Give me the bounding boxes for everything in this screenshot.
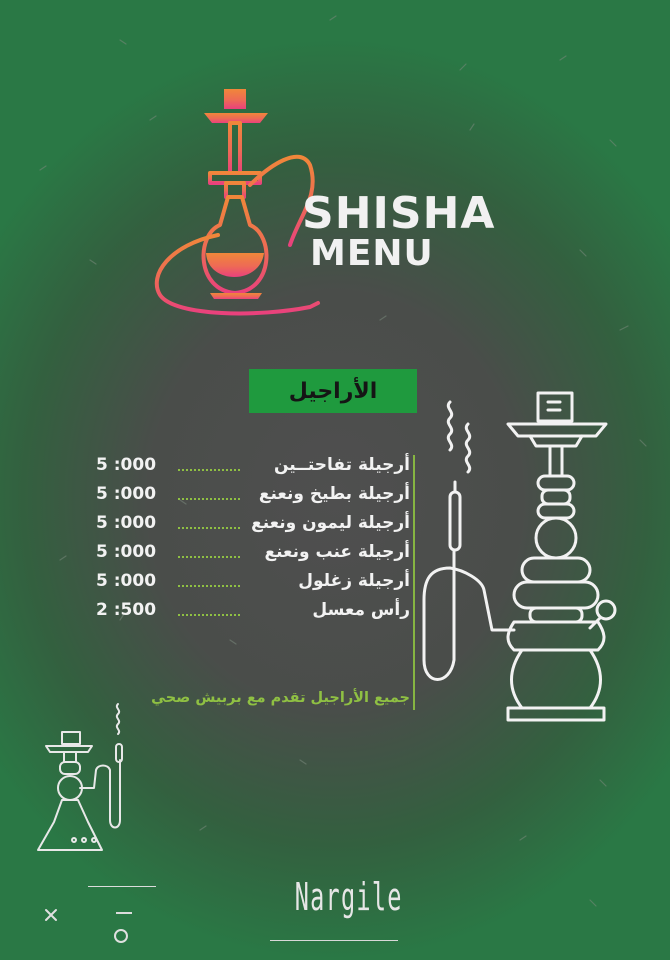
item-name: أرجيلة زغلول <box>298 571 410 591</box>
item-name: أرجيلة تفاحتــين <box>273 455 410 475</box>
item-price: 5 :000 <box>96 571 157 591</box>
item-price: 2 :500 <box>96 600 157 620</box>
menu-divider-line <box>413 455 415 710</box>
hookah-line-icon <box>420 390 625 740</box>
title-menu: MENU <box>310 233 434 274</box>
item-price: 5 :000 <box>96 513 157 533</box>
item-name: رأس معسل <box>312 600 410 620</box>
item-price: 5 :000 <box>96 542 157 562</box>
item-price: 5 :000 <box>96 455 157 475</box>
menu-item <box>80 600 410 628</box>
small-hookah-icon <box>34 700 134 860</box>
menu-item <box>80 455 410 483</box>
dot-leader <box>178 488 240 500</box>
close-icon <box>44 908 58 922</box>
item-name: أرجيلة بطيخ ونعنع <box>258 484 410 504</box>
title-shisha: SHISHA <box>302 188 496 239</box>
item-price: 5 :000 <box>96 484 157 504</box>
menu-item <box>80 542 410 570</box>
brand-name: Nargile <box>294 875 403 919</box>
section-title: الأراجيل <box>249 369 417 413</box>
bottom-line <box>88 886 156 887</box>
dot-leader <box>178 546 240 558</box>
menu-item <box>80 513 410 541</box>
item-name: أرجيلة عنب ونعنع <box>264 542 410 562</box>
dot-leader <box>178 604 240 616</box>
circle-icon <box>113 928 129 944</box>
brand-underline <box>270 940 398 941</box>
dot-leader <box>178 459 240 471</box>
item-name: أرجيلة ليمون ونعنع <box>251 513 410 533</box>
menu-item <box>80 571 410 599</box>
menu-item <box>80 484 410 512</box>
bottom-dash <box>116 912 132 914</box>
hose-note: جميع الأراجيل تقدم مع بربيش صحي <box>151 690 410 706</box>
dot-leader <box>178 517 240 529</box>
dot-leader <box>178 575 240 587</box>
